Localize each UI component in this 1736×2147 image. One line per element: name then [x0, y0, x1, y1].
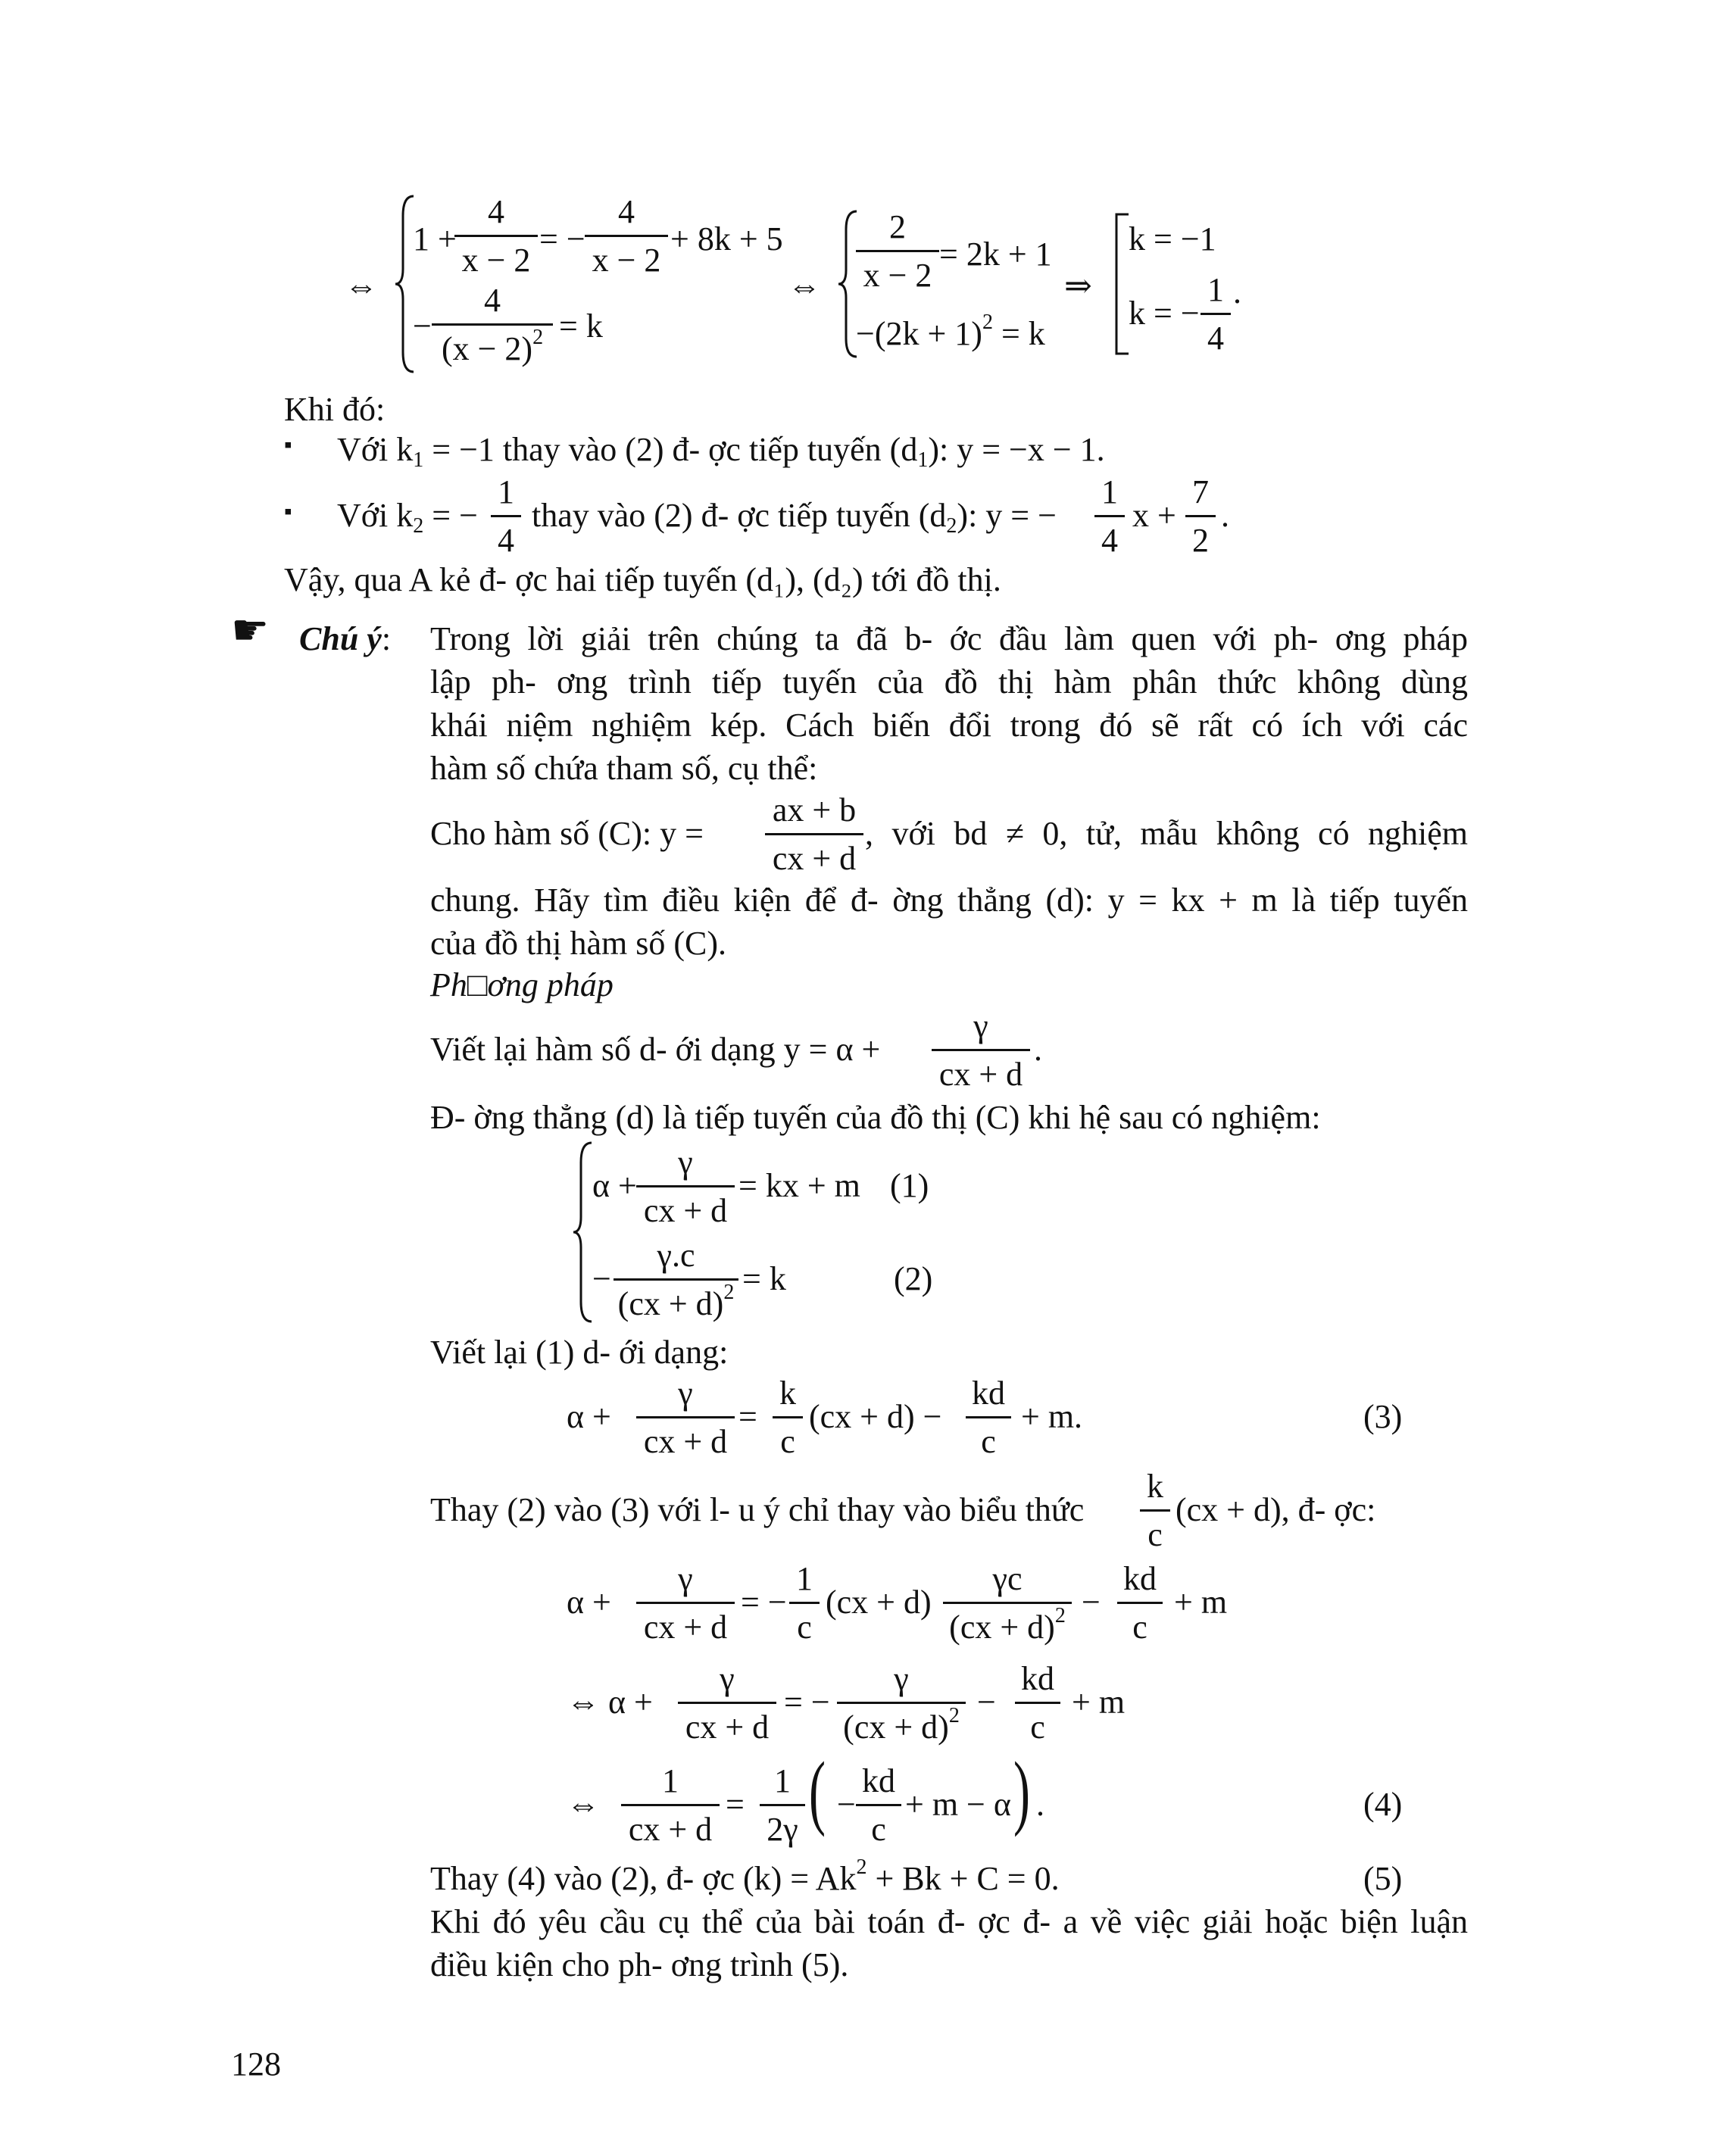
note-line-1: Trong lời giải trên chúng ta đã b- ớc đầu làm quen với ph- ơng pháp [430, 620, 1468, 657]
e4-equals: = [726, 1786, 745, 1823]
denominator: c [797, 1608, 812, 1646]
eq3-frac2 [773, 1375, 803, 1461]
sys1-line2-lead: − [413, 307, 432, 345]
sys1-line1-frac1 [454, 193, 538, 279]
final-line-2: điều kiện cho ph- ơng trình (5). [430, 1946, 849, 1983]
chung-line-2: của đồ thị hàm số (C). [430, 925, 727, 962]
note-line-2: lập ph- ơng trình tiếp tuyến của đồ thị hàm phân thức không dùng [430, 663, 1468, 701]
e4-paren-left: ( [809, 1745, 826, 1837]
e4-inner-tail: + m − α [905, 1786, 1011, 1823]
e4-paren-right: ) [1013, 1745, 1030, 1837]
numerator: 4 [488, 193, 504, 230]
note-line-3: khái niệm nghiệm kép. Cách biến đổi trong đó sẽ rất có ích với các [430, 707, 1468, 744]
bullet-2-x: x + [1132, 497, 1176, 534]
numerator: k [779, 1375, 796, 1412]
method-title: Ph□ơng pháp [430, 966, 614, 1003]
note-line-4: hàm số chứa tham số, cụ thể: [430, 750, 818, 787]
denominator: x − 2 [461, 241, 531, 279]
implies-symbol: ⇒ [1064, 267, 1092, 304]
bullet-2-frac3 [1185, 473, 1216, 560]
numerator: kd [1123, 1560, 1157, 1597]
e4-inner-lead: − [837, 1786, 856, 1823]
e1-lead: α + [567, 1584, 611, 1621]
e4-dot: . [1036, 1786, 1044, 1823]
thay4-line: Thay (4) vào (2), đ- ợc $(k) = Ak^2 + Bk + C = 0$. [430, 1855, 1060, 1897]
sys1-line2-frac [432, 282, 553, 368]
denominator: (cx + d)$^2$ [617, 1280, 735, 1322]
denominator: x − 2 [863, 256, 932, 294]
solution-2-lead: k = − [1129, 295, 1200, 332]
e4-frac1 [621, 1762, 720, 1849]
sys1-line1-frac2 [585, 193, 668, 279]
thay-tail: (cx + d), đ- ợc: [1176, 1491, 1376, 1528]
system-brace [572, 1140, 595, 1325]
denominator: 4 [1207, 319, 1224, 357]
e2-frac2 [837, 1660, 966, 1746]
sys2-line2: $-(2k + 1)^2 = k$ [856, 311, 1045, 352]
denominator: (cx + d)$^2$ [949, 1603, 1066, 1646]
khi-do-label: Khi đó: [284, 391, 386, 428]
viet-lai-frac [932, 1007, 1030, 1094]
numerator: γc [992, 1560, 1023, 1597]
numerator: γ [894, 1660, 909, 1697]
denominator: cx + d [938, 1055, 1023, 1093]
denominator: $(x - 2)^2$ [441, 325, 544, 367]
eq3-tag: (3) [1363, 1398, 1403, 1435]
denominator: c [981, 1422, 996, 1460]
bullet-marker: ▪ [284, 499, 292, 524]
viet-lai-ham-so: Viết lại hàm số d- ới dạng y = α + [430, 1031, 881, 1068]
thay-frac [1140, 1468, 1170, 1554]
denominator: c [1132, 1608, 1147, 1646]
thay-line: Thay (2) vào (3) với l- u ý chỉ thay vào biểu thức [430, 1491, 1085, 1528]
e4-frac2 [760, 1762, 805, 1849]
e2-lead: ⇔ α + [567, 1684, 653, 1721]
e2-frac3 [1015, 1660, 1060, 1746]
eq3-frac1 [636, 1375, 735, 1461]
numerator: 4 [618, 193, 635, 230]
bullet-marker: ▪ [284, 432, 292, 457]
chung-line-1: chung. Hãy tìm điều kiện để đ- ờng thẳng (d): y = kx + m là tiếp tuyến [430, 882, 1468, 919]
eq3-mid: (cx + d) − [809, 1398, 942, 1435]
e1-tail: + m [1174, 1584, 1228, 1621]
e1-frac4 [1117, 1560, 1163, 1646]
denominator: cx + d [685, 1708, 770, 1746]
numerator: γ.c [657, 1237, 695, 1274]
bullet-2-mid: thay vào (2) đ- ợc tiếp tuyến $(d_2)$: y = − [532, 497, 1057, 538]
numerator: 1 [796, 1560, 813, 1597]
numerator: 1 [1207, 271, 1224, 308]
numerator: 1 [774, 1762, 791, 1799]
e1-frac2 [789, 1560, 820, 1646]
numerator: ax + b [772, 791, 857, 829]
e1-frac3 [943, 1560, 1072, 1646]
e2-equals: = − [784, 1684, 830, 1721]
e4-lead: ⇔ [567, 1786, 600, 1823]
sys-line1-tag: (1) [890, 1167, 929, 1204]
sys1-line1-mid: = − [539, 220, 585, 257]
denominator: c [871, 1810, 886, 1848]
e2-tail: + m [1072, 1684, 1126, 1721]
eq3-equals: = [738, 1398, 757, 1435]
sys-line2-lead: − [592, 1260, 611, 1297]
iff-symbol: ⇔ [345, 267, 378, 304]
e4-tag: (4) [1363, 1786, 1403, 1823]
denominator: c [1147, 1515, 1163, 1553]
bullet-2-dot: . [1221, 497, 1229, 534]
denominator: cx + d [772, 839, 857, 877]
viet-lai-1: Viết lại (1) d- ới dạng: [430, 1334, 729, 1371]
cho-ham-so-frac [765, 791, 863, 878]
eq3-frac3 [966, 1375, 1011, 1461]
solution-dot: . [1233, 273, 1241, 311]
numerator: kd [862, 1762, 895, 1799]
denominator: cx + d [643, 1608, 728, 1646]
denominator: cx + d [643, 1191, 728, 1229]
sys-line1-tail: = kx + m [738, 1167, 860, 1204]
e1-frac1 [636, 1560, 735, 1646]
solution-2-frac [1201, 271, 1231, 357]
sys1-line2-tail: = k [559, 307, 603, 345]
numerator: γ [678, 1144, 693, 1181]
bullet-1-text: Với $k_1 = -1$ thay vào (2) đ- ợc tiếp tuyến $(d_1)$: y = −x − 1. [337, 431, 1105, 472]
left-bracket [1113, 212, 1130, 356]
denominator: 2 [1192, 521, 1209, 559]
sys1-line1-lead: 1 + [413, 220, 457, 257]
denominator: c [1030, 1708, 1045, 1746]
conclusion: Vậy, qua A kẻ đ- ợc hai tiếp tuyến (d₁), (d₂) tới đồ thị. [284, 561, 1001, 598]
numerator: kd [972, 1375, 1005, 1412]
note-label: Chú ý: [299, 620, 392, 657]
viet-lai-dot: . [1034, 1031, 1042, 1068]
denominator: x − 2 [592, 241, 661, 279]
numerator: 4 [484, 282, 501, 319]
bullet-2-frac2 [1094, 473, 1125, 560]
sys2-line1-tail: = 2k + 1 [939, 236, 1052, 273]
bullet-2-frac1 [491, 473, 521, 560]
solution-1: k = −1 [1129, 220, 1216, 257]
numerator: γ [678, 1560, 693, 1597]
e1-mid: (cx + d) [826, 1584, 932, 1621]
cho-ham-so: Cho hàm số (C): y = [430, 815, 704, 852]
page-number: 128 [231, 2046, 281, 2083]
eq3-lead: α + [567, 1398, 611, 1435]
eq3-tail: + m. [1021, 1398, 1083, 1435]
numerator: 1 [662, 1762, 679, 1799]
bullet-2-lead: Với $k_2$ = − [337, 497, 478, 538]
numerator: kd [1021, 1660, 1054, 1697]
e2-minus: − [977, 1684, 996, 1721]
denominator: c [780, 1422, 795, 1460]
pointing-hand-icon: ☛ [231, 607, 270, 654]
denominator: 4 [498, 521, 514, 559]
numerator: 7 [1192, 473, 1209, 510]
denominator: 2γ [767, 1810, 798, 1848]
sys-line2-frac [614, 1237, 738, 1323]
numerator: γ [973, 1007, 988, 1044]
final-line-1: Khi đó yêu cầu cụ thể của bài toán đ- ợc đ- a về việc giải hoặc biện luận [430, 1903, 1468, 1940]
denominator: 4 [1101, 521, 1118, 559]
cho-ham-so-tail: , với bd ≠ 0, tử, mẫu không có nghiệm [865, 815, 1468, 852]
sys2-line1-frac [856, 208, 939, 295]
sys-line2-tag: (2) [894, 1260, 933, 1297]
numerator: 1 [498, 473, 514, 510]
thay4-tag: (5) [1363, 1860, 1403, 1897]
e1-minus: − [1082, 1584, 1101, 1621]
iff-symbol-2: ⇔ [788, 267, 821, 304]
e4-inner-frac [856, 1762, 901, 1849]
denominator: (cx + d)$^2$ [843, 1703, 960, 1746]
e1-equals: = − [741, 1584, 787, 1621]
sys-line2-tail: = k [742, 1260, 786, 1297]
numerator: 1 [1101, 473, 1118, 510]
duong-thang-line: Đ- ờng thẳng (d) là tiếp tuyến của đồ thị (C) khi hệ sau có nghiệm: [430, 1099, 1321, 1136]
sys-line1-lead: α + [592, 1167, 637, 1204]
numerator: γ [720, 1660, 735, 1697]
sys1-line1-tail: + 8k + 5 [670, 220, 783, 257]
numerator: γ [678, 1375, 693, 1412]
numerator: k [1147, 1468, 1163, 1505]
sys-line1-frac [636, 1144, 735, 1230]
numerator: 2 [889, 208, 906, 245]
denominator: cx + d [643, 1422, 728, 1460]
denominator: cx + d [628, 1810, 713, 1848]
e2-frac1 [678, 1660, 776, 1746]
